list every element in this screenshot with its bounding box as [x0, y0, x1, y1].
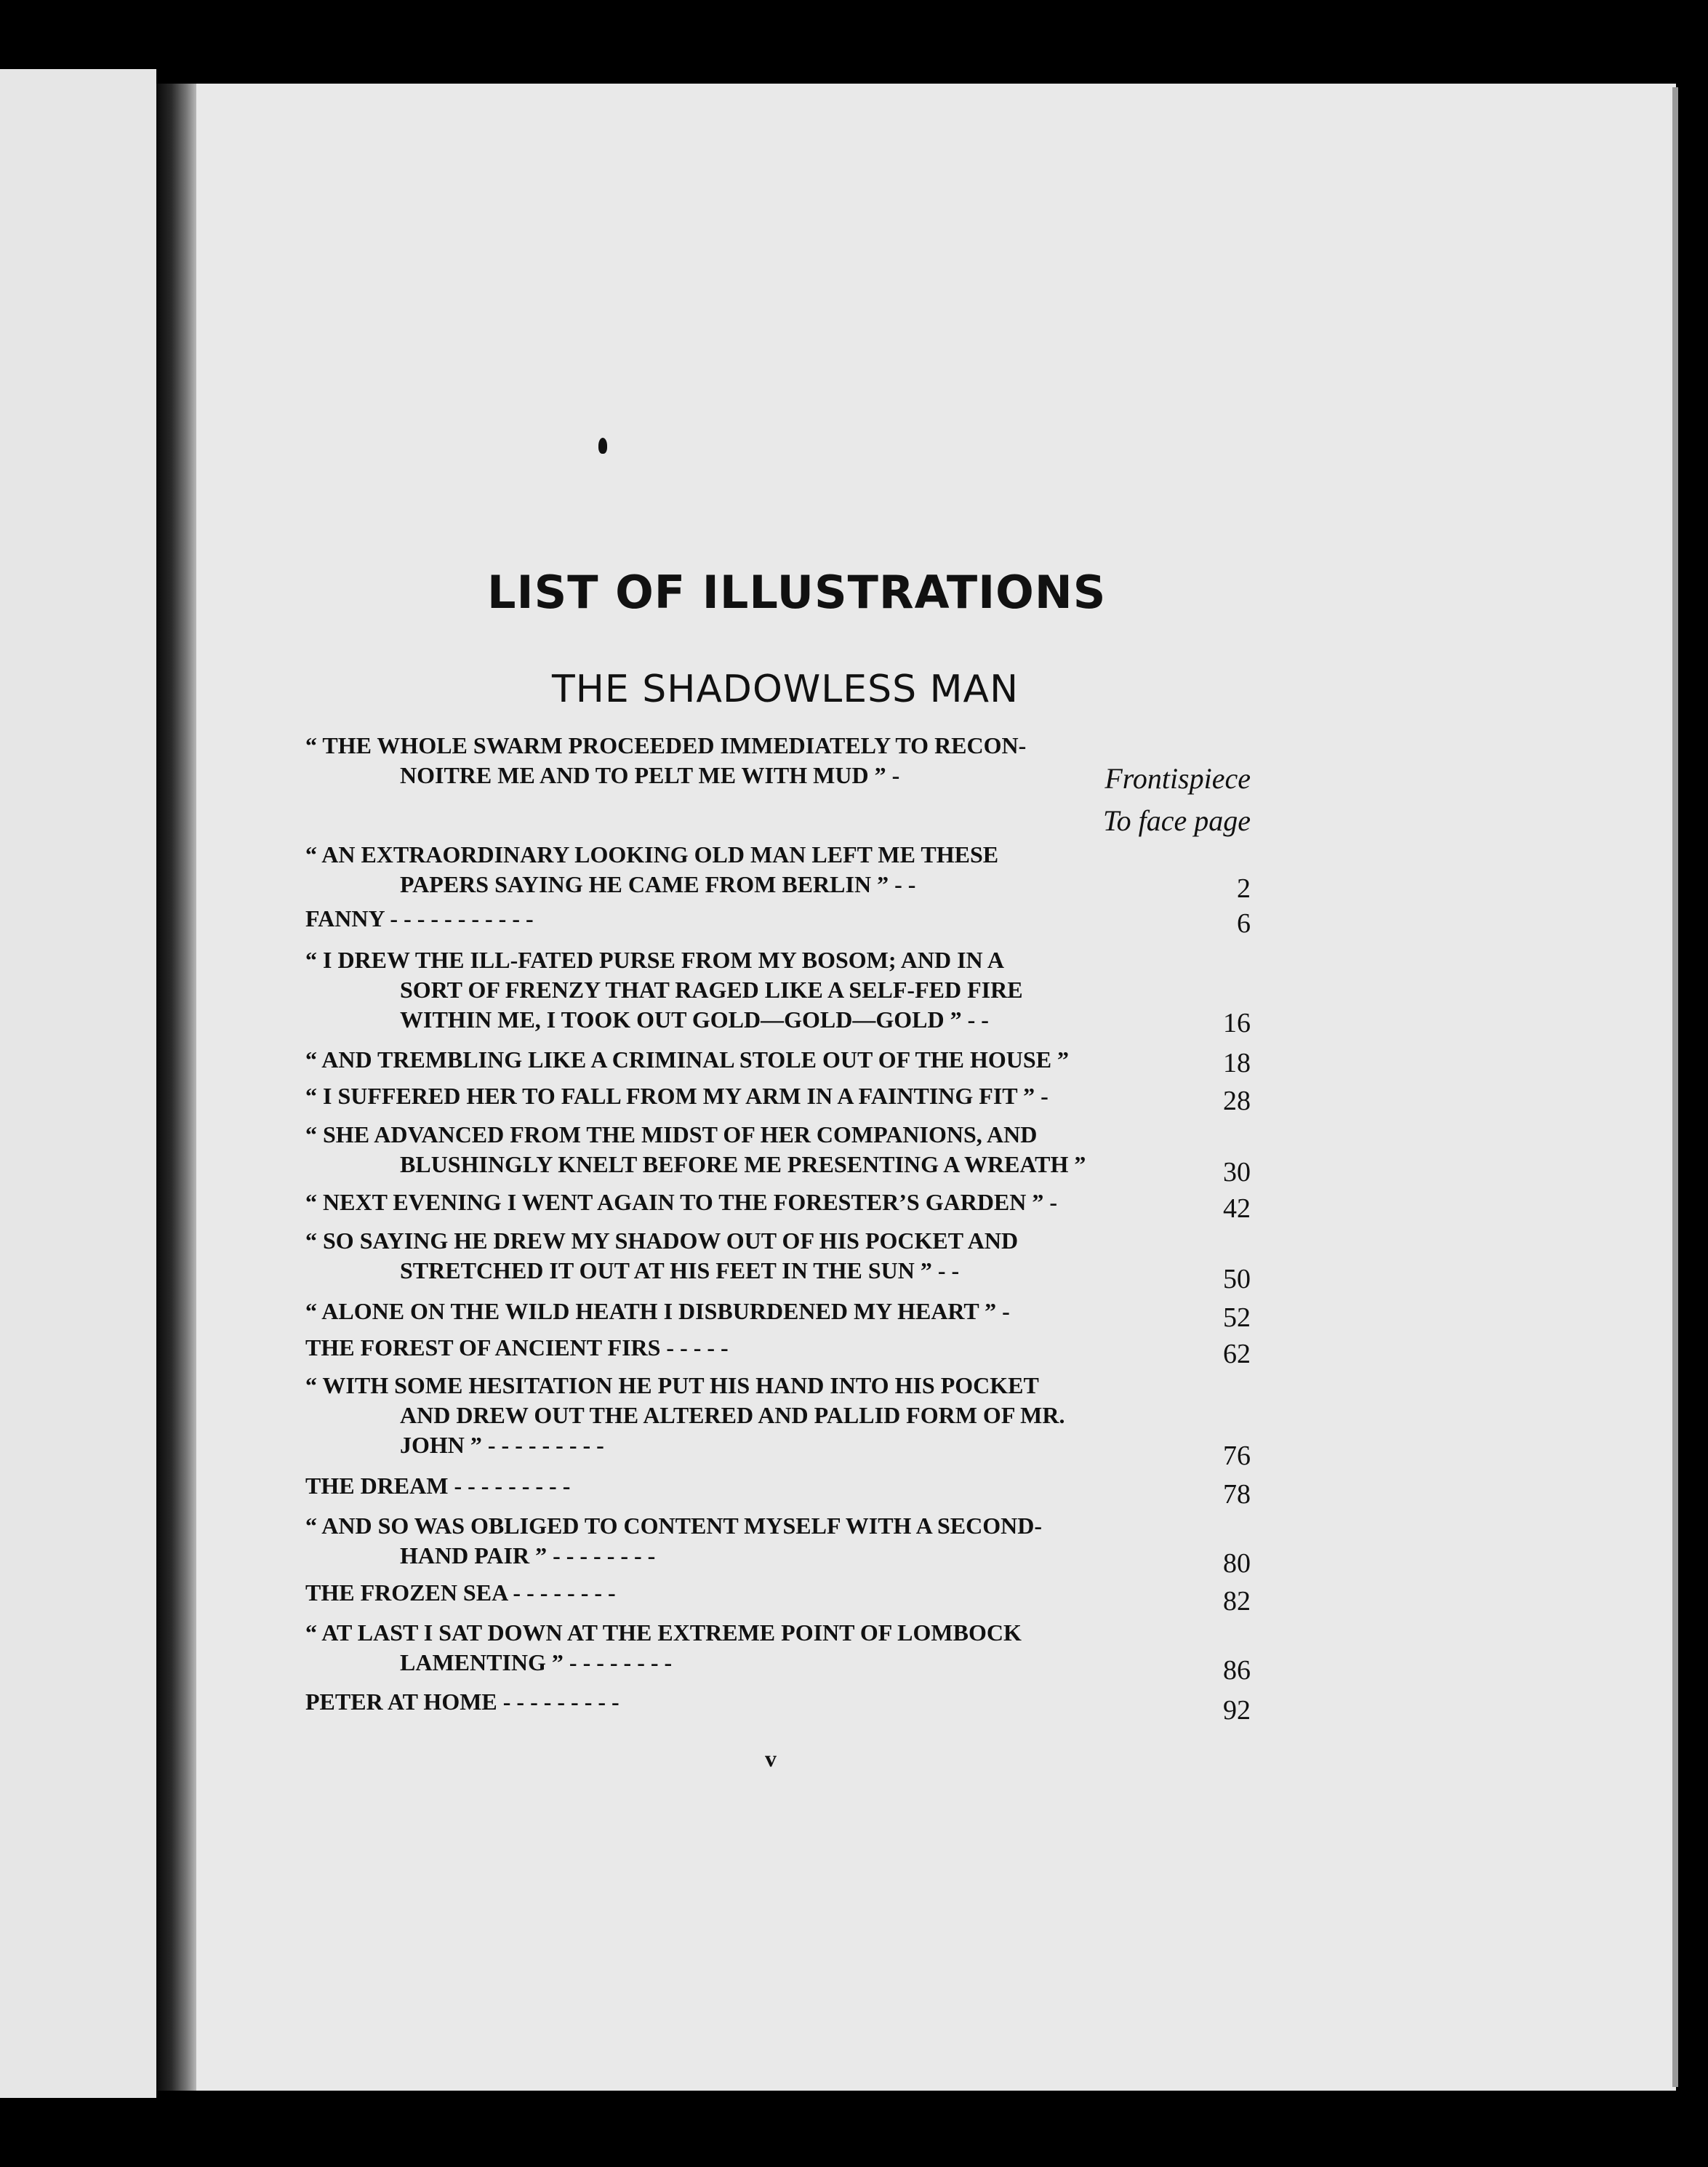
entry-line: “ NEXT EVENING I WENT AGAIN TO THE FORESTER’S GARDEN ” - — [305, 1189, 1058, 1215]
frontispiece-label: Frontispiece — [1104, 762, 1251, 795]
book-gutter — [156, 84, 200, 2091]
entry-line: PETER AT HOME - - - - - - - - - — [305, 1689, 620, 1715]
page-number: 2 — [1237, 873, 1251, 904]
page-number: 42 — [1223, 1193, 1251, 1224]
entry-line: “ I SUFFERED HER TO FALL FROM MY ARM IN A FAINTING FIT ” - — [305, 1083, 1049, 1109]
list-item — [305, 840, 1251, 900]
entry-line: “ I DREW THE ILL-FATED PURSE FROM MY BOSOM; AND IN A — [305, 947, 1004, 973]
page-edge — [1672, 87, 1678, 2087]
entry-line: JOHN ” - - - - - - - - - — [400, 1432, 604, 1458]
entry-line: “ SHE ADVANCED FROM THE MIDST OF HER COMPANIONS, AND — [305, 1121, 1038, 1147]
page-number: 16 — [1223, 1008, 1251, 1038]
list-item — [305, 945, 1251, 1035]
list-item — [305, 1511, 1251, 1571]
page-number: 62 — [1223, 1339, 1251, 1369]
page-number: 76 — [1223, 1441, 1251, 1471]
entry-line: “ SO SAYING HE DREW MY SHADOW OUT OF HIS POCKET AND — [305, 1227, 1019, 1254]
entry-line: HAND PAIR ” - - - - - - - - — [400, 1542, 656, 1569]
list-item — [305, 904, 1251, 934]
entry-line: SORT OF FRENZY THAT RAGED LIKE A SELF-FED FIRE — [400, 977, 1023, 1003]
entry-line: “ AND TREMBLING LIKE A CRIMINAL STOLE OUT OF THE HOUSE ” — [305, 1046, 1070, 1073]
list-item — [305, 1333, 1251, 1363]
entry-line: AND DREW OUT THE ALTERED AND PALLID FORM OF MR. — [400, 1402, 1065, 1428]
page-number: 50 — [1223, 1264, 1251, 1294]
entry-line: FANNY - - - - - - - - - - - — [305, 905, 534, 932]
list-item — [305, 1187, 1251, 1217]
entry-line: LAMENTING ” - - - - - - - - — [400, 1649, 673, 1675]
entry-line: “ ALONE ON THE WILD HEATH I DISBURDENED MY HEART ” - — [305, 1298, 1010, 1324]
page-number: 80 — [1223, 1548, 1251, 1579]
page-title: LIST OF ILLUSTRATIONS — [487, 566, 1107, 619]
page-number: 86 — [1223, 1655, 1251, 1686]
list-item — [305, 1081, 1251, 1111]
page-number: 78 — [1223, 1479, 1251, 1510]
list-item — [305, 1578, 1251, 1608]
list-item — [305, 1371, 1251, 1460]
entry-line: THE FOREST OF ANCIENT FIRS - - - - - — [305, 1334, 729, 1361]
list-item — [305, 1226, 1251, 1286]
entry-line: “ AT LAST I SAT DOWN AT THE EXTREME POINT OF LOMBOCK — [305, 1619, 1022, 1646]
page-folio: v — [765, 1745, 777, 1771]
entry-line: THE FROZEN SEA - - - - - - - - — [305, 1579, 616, 1606]
entry-line: NOITRE ME AND TO PELT ME WITH MUD ” - — [400, 762, 900, 788]
entry-line: “ WITH SOME HESITATION HE PUT HIS HAND INTO HIS POCKET — [305, 1372, 1039, 1398]
entry-line: “ AN EXTRAORDINARY LOOKING OLD MAN LEFT ME THESE — [305, 841, 999, 868]
page-number: 18 — [1223, 1048, 1251, 1078]
page-number: 92 — [1223, 1695, 1251, 1726]
entry-line: “ THE WHOLE SWARM PROCEEDED IMMEDIATELY TO RECON- — [305, 732, 1027, 758]
list-item — [305, 1618, 1251, 1678]
entry-line: “ AND SO WAS OBLIGED TO CONTENT MYSELF WITH A SECOND- — [305, 1513, 1043, 1539]
entry-line: STRETCHED IT OUT AT HIS FEET IN THE SUN ” - - — [400, 1257, 960, 1283]
ink-speck — [598, 438, 607, 454]
page-number: 30 — [1223, 1157, 1251, 1187]
list-item — [305, 1297, 1251, 1326]
list-item — [305, 1045, 1251, 1075]
entry-line: PAPERS SAYING HE CAME FROM BERLIN ” - - — [400, 871, 916, 897]
facing-page — [0, 69, 156, 2098]
list-item — [305, 1471, 1251, 1501]
page-number: 28 — [1223, 1086, 1251, 1116]
list-item — [305, 1687, 1251, 1717]
entry-line: BLUSHINGLY KNELT BEFORE ME PRESENTING A WREATH ” — [400, 1151, 1086, 1177]
page-number: 82 — [1223, 1586, 1251, 1617]
page-number: 52 — [1223, 1302, 1251, 1333]
entry-line: THE DREAM - - - - - - - - - — [305, 1473, 571, 1499]
column-header: To face page — [1103, 804, 1251, 837]
list-item — [305, 1120, 1251, 1179]
section-title: THE SHADOWLESS MAN — [551, 668, 1019, 711]
entry-line: WITHIN ME, I TOOK OUT GOLD—GOLD—GOLD ” - - — [400, 1006, 989, 1033]
page-number: 6 — [1237, 908, 1251, 939]
